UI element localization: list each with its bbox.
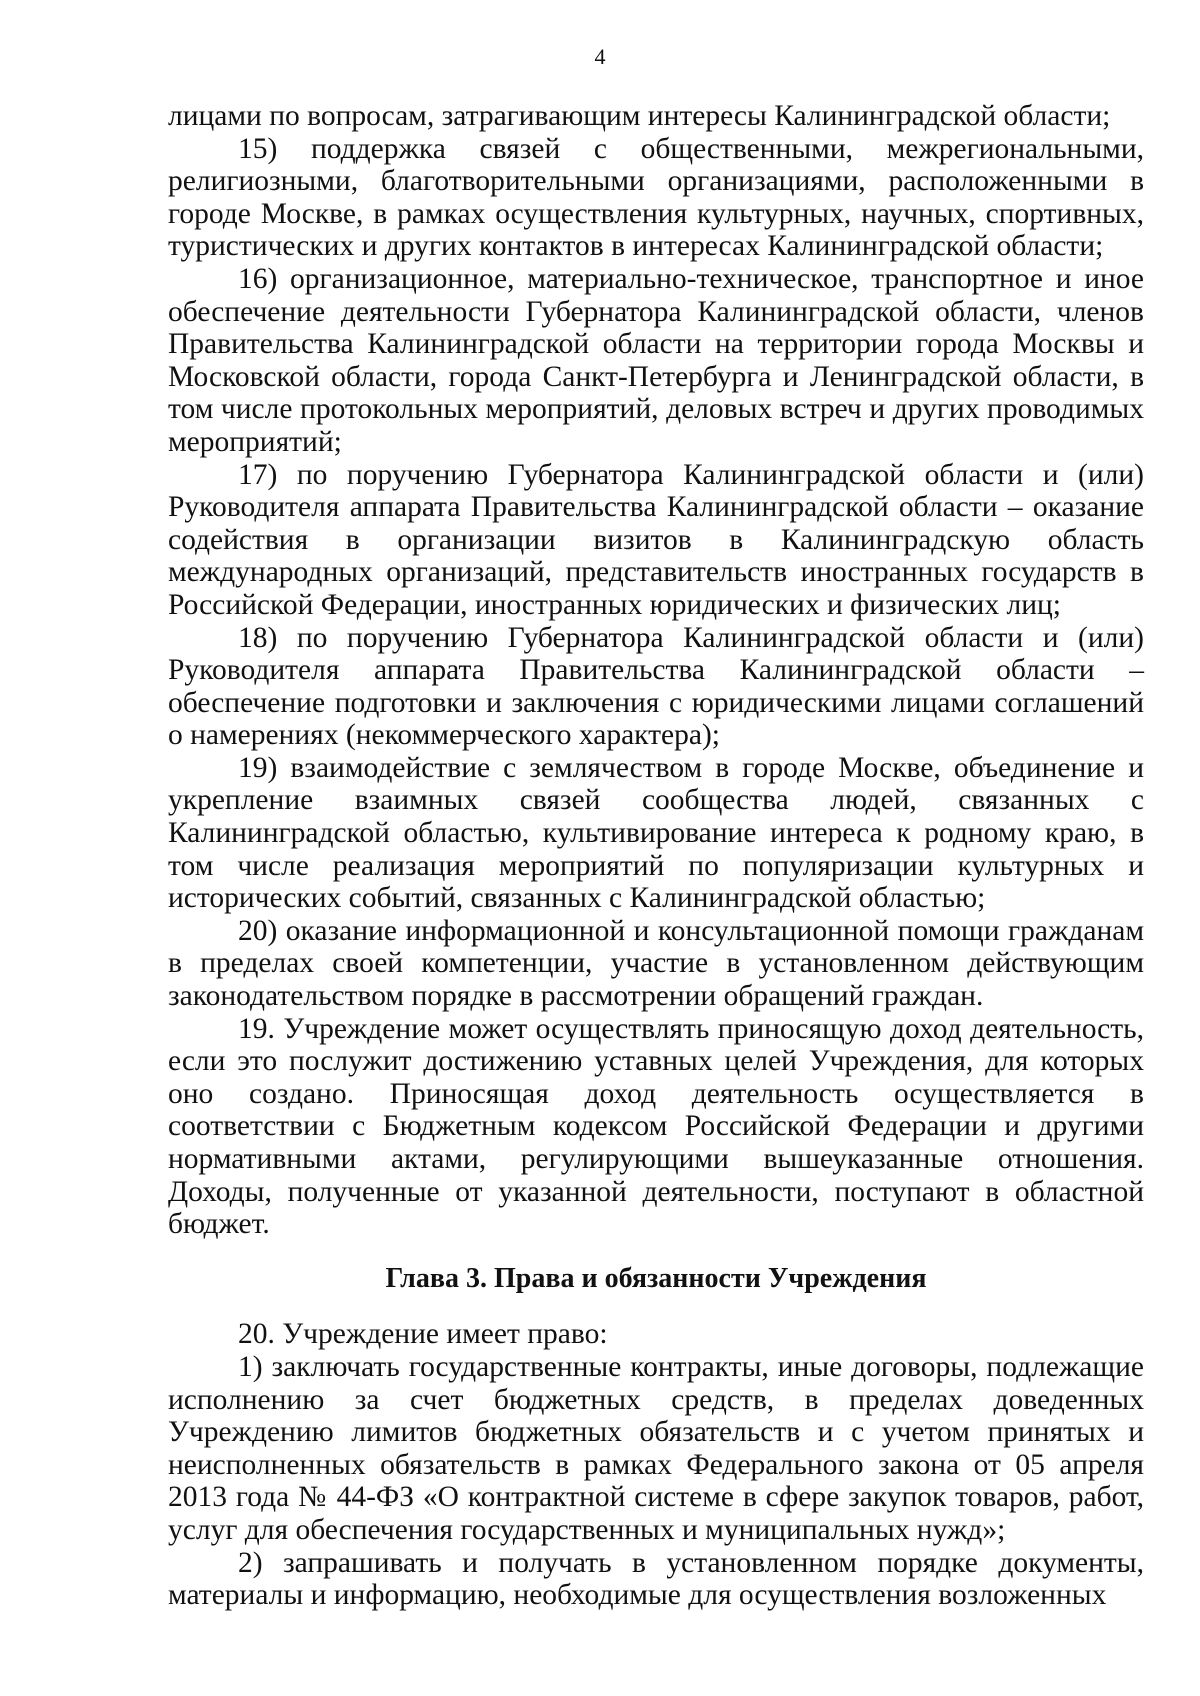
paragraph-item-16: 16) организационное, материально-техническое, транспортное и иное обеспечение деятельности Губернатора Калининградской области, членов Правительства Калининградской области на территории города Москвы и Московской области, города Санкт-Петербурга и Ленинградской области, в том числе протокольных мероприятий, деловых встреч и других проводимых мероприятий;: [168, 262, 1144, 458]
paragraph-item-19: 19) взаимодействие с землячеством в городе Москве, объединение и укрепление взаимных связей сообщества людей, связанных с Калининградской областью, культивирование интереса к родному краю, в том числе реализация мероприятий по популяризации культурных и исторических событий, связанных с Калининградской областью;: [168, 751, 1144, 915]
paragraph-item-17: 17) по поручению Губернатора Калининградской области и (или) Руководителя аппарата Правительства Калининградской области – оказание содействия в организации визитов в Калининградскую область международных организаций, представительств иностранных государств в Российской Федерации, иностранных юридических и физических лиц;: [168, 458, 1144, 621]
paragraph-item-18: 18) по поручению Губернатора Калининградской области и (или) Руководителя аппарата Правительства Калининградской области – обеспечение подготовки и заключения с юридическими лицами соглашений о намерениях (некоммерческого характера);: [168, 621, 1144, 752]
paragraph-clause-20: 20. Учреждение имеет право:: [238, 1318, 608, 1351]
paragraph-item-15: 15) поддержка связей с общественными, межрегиональными, религиозными, благотворительными организациями, расположенными в городе Москве, в рамках осуществления культурных, научных, спортивных, туристических и других контактов в интересах Калининградской области;: [168, 132, 1144, 263]
paragraph-continuation: лицами по вопросам, затрагивающим интересы Калининградской области;: [168, 100, 1111, 132]
page-number: 4: [594, 44, 606, 69]
chapter-heading: Глава 3. Права и обязанности Учреждения: [385, 1262, 927, 1294]
document-body: [168, 100, 1144, 1612]
paragraph-clause-20-2: 2) запрашивать и получать в установленном порядке документы, материалы и информацию, необходимые для осуществления возложенных: [168, 1546, 1144, 1612]
paragraph-item-20: 20) оказание информационной и консультационной помощи гражданам в пределах своей компетенции, участие в установленном действующим законодательством порядке в рассмотрении обращений граждан.: [168, 914, 1144, 1013]
paragraph-clause-20-1: 1) заключать государственные контракты, иные договоры, подлежащие исполнению за счет бюджетных средств, в пределах доведенных Учреждению лимитов бюджетных обязательств и с учетом принятых и неисполненных обязательств в рамках Федерального закона от 05 апреля 2013 года № 44-ФЗ «О контрактной системе в сфере закупок товаров, работ, услуг для обеспечения государственных и муниципальных нужд»;: [168, 1350, 1144, 1546]
paragraph-clause-19: 19. Учреждение может осуществлять приносящую доход деятельность, если это послужит достижению уставных целей Учреждения, для которых оно создано. Приносящая доход деятельность осуществляется в соответствии с Бюджетным кодексом Российской Федерации и другими нормативными актами, регулирующими вышеуказанные отношения. Доходы, полученные от указанной деятельности, поступают в областной бюджет.: [168, 1012, 1144, 1241]
